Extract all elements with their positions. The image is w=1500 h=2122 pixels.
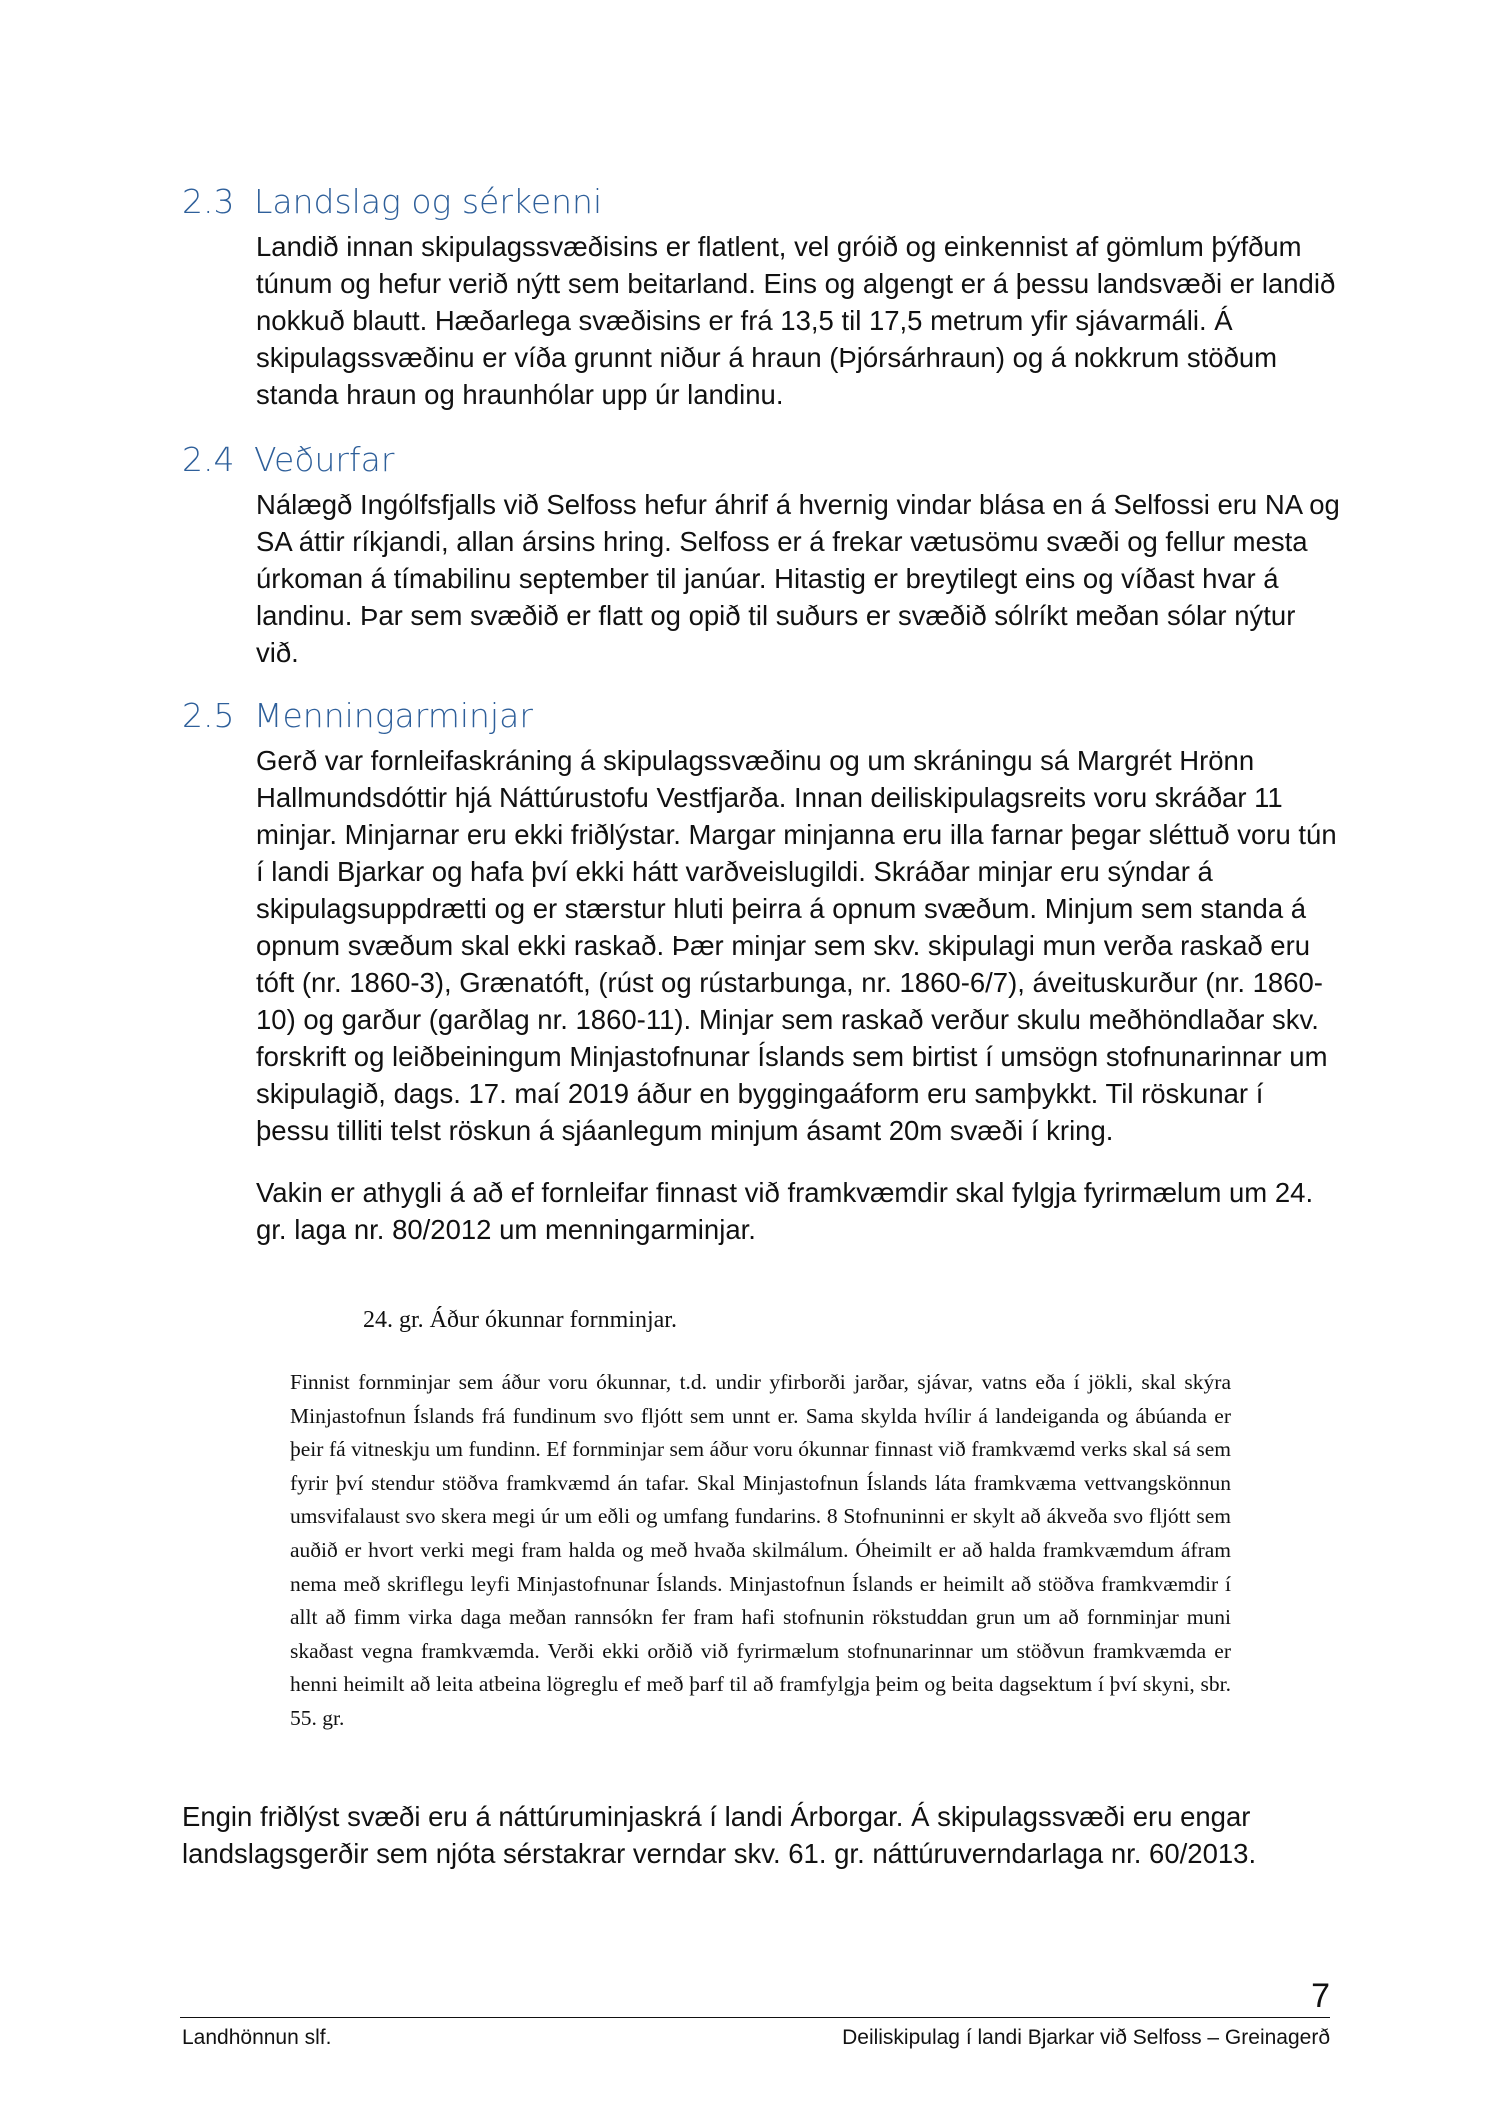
section-vedurfar bbox=[182, 440, 1342, 671]
section-number: 2.4 bbox=[182, 440, 235, 479]
section-menningarminjar bbox=[182, 696, 1342, 1248]
section-heading bbox=[182, 440, 1342, 480]
page-number: 7 bbox=[1311, 1977, 1330, 2015]
quote-heading: 24. gr. Áður ókunnar fornminjar. bbox=[363, 1307, 677, 1333]
section-heading bbox=[182, 696, 1342, 736]
closing-block bbox=[182, 1798, 1342, 1872]
footer-divider bbox=[180, 2017, 1330, 2018]
quote-text: Finnist fornminjar sem áður voru ókunnar, t.d. undir yfirborði jarðar, sjávar, vatns eða í jökli, skal skýra Minjastofnun Íslands frá fundinum svo fljótt sem unnt er. Sama skylda hvílir á landeiganda og ábúanda er þeir fá vitneskju um fundinn. Ef fornminjar sem áður voru ókunnar finnast við framkvæmd verks skal sá sem fyrir því stendur stöðva framkvæmd án tafar. Skal Minjastofnun Íslands láta framkvæma vettvangskönnun umsvifalaust svo skera megi úr um eðli og umfang fundarins. 8 Stofnuninni er skylt að ákveða svo fljótt sem auðið er hvort verki megi fram halda og með hvaða skilmálum. Óheimilt er að halda framkvæmdum áfram nema með skriflegu leyfi Minjastofnunar Íslands. Minjastofnun Íslands er heimilt að stöðva framkvæmdir í allt að fimm virka daga meðan rannsókn fer fram hafi stofnunin rökstuddan grun um að fornminjar muni skaðast vegna framkvæmda. Verði ekki orðið við fyrirmælum stofnunarinnar um stöðvun framkvæmda er henni heimilt að leita atbeina lögreglu ef með þarf til að framfylgja þeim og beita dagsektum í því skyni, sbr. 55. gr. bbox=[290, 1370, 1231, 1730]
section-number: 2.3 bbox=[182, 182, 235, 221]
footer-document-title: Deiliskipulag í landi Bjarkar við Selfoss – Greinagerð bbox=[842, 2026, 1330, 2049]
section-number: 2.5 bbox=[182, 696, 235, 735]
section-paragraph: Gerð var fornleifaskráning á skipulagssvæðinu og um skráningu sá Margrét Hrönn Hallmundsdóttir hjá Náttúrustofu Vestfjarða. Innan deiliskipulagsreits voru skráðar 11 minjar. Minjarnar eru ekki friðlýstar. Margar minjanna eru illa farnar þegar sléttuð voru tún í landi Bjarkar og hafa því ekki hátt varðveislugildi. Skráðar minjar eru sýndar á skipulagsuppdrætti og er stærstur hluti þeirra á opnum svæðum. Minjum sem standa á opnum svæðum skal ekki raskað. Þær minjar sem skv. skipulagi mun verða raskað eru tóft (nr. 1860-3), Grænatóft, (rúst og rústarbunga, nr. 1860-6/7), áveituskurður (nr. 1860-10) og garður (garðlag nr. 1860-11). Minjar sem raskað verður skulu meðhöndlaðar skv. forskrift og leiðbeiningum Minjastofnunar Íslands sem birtist í umsögn stofnunarinnar um skipulagið, dags. 17. maí 2019 áður en byggingaáform eru samþykkt. Til röskunar í þessu tilliti telst röskun á sjáanlegum minjum ásamt 20m svæði í kring. bbox=[256, 745, 1337, 1146]
section-landslag bbox=[182, 182, 1342, 413]
section-title: Landslag og sérkenni bbox=[254, 182, 603, 221]
closing-paragraph: Engin friðlýst svæði eru á náttúruminjaskrá í landi Árborgar. Á skipulagssvæði eru engar landslagsgerðir sem njóta sérstakrar verndar skv. 61. gr. náttúruverndarlaga nr. 60/2013. bbox=[182, 1801, 1257, 1869]
section-title: Menningarminjar bbox=[254, 696, 533, 735]
section-paragraph: Nálægð Ingólfsfjalls við Selfoss hefur áhrif á hvernig vindar blása en á Selfossi eru NA og SA áttir ríkjandi, allan ársins hring. Selfoss er á frekar vætusömu svæði og fellur mesta úrkoman á tímabilinu september til janúar. Hitastig er breytilegt eins og víðast hvar á landinu. Þar sem svæðið er flatt og opið til suðurs er svæðið sólríkt meðan sólar nýtur við. bbox=[256, 489, 1340, 668]
section-paragraph: Vakin er athygli á að ef fornleifar finnast við framkvæmdir skal fylgja fyrirmælum um 24. gr. laga nr. 80/2012 um menningarminjar. bbox=[256, 1177, 1314, 1245]
footer-company: Landhönnun slf. bbox=[182, 2026, 332, 2049]
section-title: Veðurfar bbox=[254, 440, 395, 479]
section-paragraph: Landið innan skipulagssvæðisins er flatlent, vel gróið og einkennist af gömlum þýfðum túnum og hefur verið nýtt sem beitarland. Eins og algengt er á þessu landsvæði er landið nokkuð blautt. Hæðarlega svæðisins er frá 13,5 til 17,5 metrum yfir sjávarmáli. Á skipulagssvæðinu er víða grunnt niður á hraun (Þjórsárhraun) og á nokkrum stöðum standa hraun og hraunhólar upp úr landinu. bbox=[256, 231, 1336, 410]
section-heading bbox=[182, 182, 1342, 222]
